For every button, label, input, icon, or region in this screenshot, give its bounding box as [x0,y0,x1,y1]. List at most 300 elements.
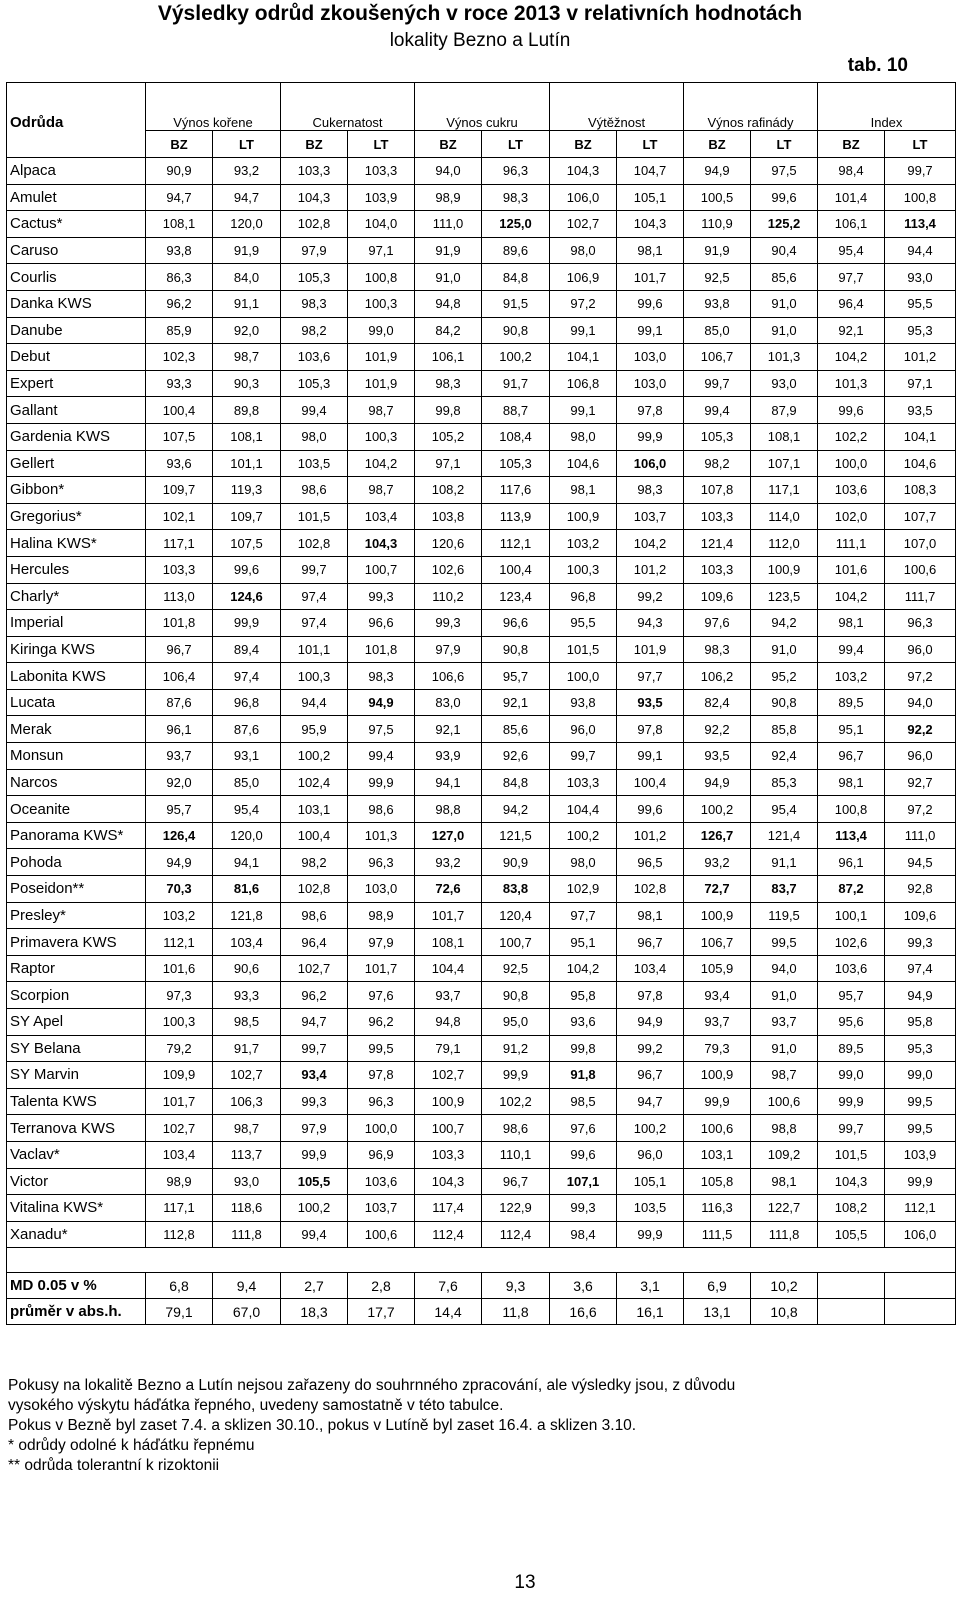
variety-name: Merak [7,716,146,743]
stat-cell: 3,1 [617,1273,684,1299]
value-cell: 98,3 [415,370,482,397]
value-cell: 93,5 [617,689,684,716]
value-cell: 97,8 [348,1062,415,1089]
value-cell: 105,5 [281,1168,348,1195]
value-cell: 103,2 [818,663,885,690]
value-cell: 100,7 [415,1115,482,1142]
value-cell: 104,3 [415,1168,482,1195]
value-cell: 99,7 [684,370,751,397]
variety-name: Xanadu* [7,1221,146,1248]
value-cell: 87,9 [751,397,818,424]
value-cell: 111,8 [213,1221,281,1248]
value-cell: 118,6 [213,1195,281,1222]
table-row [7,929,956,956]
value-cell: 113,4 [818,822,885,849]
value-cell: 104,1 [885,423,956,450]
value-cell: 94,8 [415,290,482,317]
value-cell: 99,3 [550,1195,617,1222]
value-cell: 99,3 [885,929,956,956]
value-cell: 93,7 [146,743,213,770]
site-header: LT [213,131,281,158]
value-cell: 120,0 [213,211,281,238]
value-cell: 103,8 [415,503,482,530]
table-row [7,1088,956,1115]
value-cell: 95,5 [550,610,617,637]
value-cell: 95,3 [885,1035,956,1062]
value-cell: 84,0 [213,264,281,291]
table-row [7,1168,956,1195]
value-cell: 101,1 [213,450,281,477]
value-cell: 104,2 [348,450,415,477]
stat-cell: 2,8 [348,1273,415,1299]
value-cell: 94,0 [885,689,956,716]
variety-name: Gallant [7,397,146,424]
value-cell: 93,8 [146,237,213,264]
value-cell: 108,1 [146,211,213,238]
variety-name: Kiringa KWS [7,636,146,663]
value-cell: 89,4 [213,636,281,663]
value-cell: 93,7 [415,982,482,1009]
value-cell: 93,7 [684,1009,751,1036]
value-cell: 98,6 [348,796,415,823]
value-cell: 95,2 [751,663,818,690]
value-cell: 109,9 [146,1062,213,1089]
site-header: LT [617,131,684,158]
value-cell: 82,4 [684,689,751,716]
variety-name: Imperial [7,610,146,637]
value-cell: 123,4 [482,583,550,610]
value-cell: 99,9 [818,1088,885,1115]
value-cell: 100,6 [751,1088,818,1115]
note-line: Pokus v Bezně byl zaset 7.4. a sklizen 30.10., pokus v Lutíně byl zaset 16.4. a sklizen 3.10. [8,1417,637,1434]
value-cell: 79,1 [415,1035,482,1062]
value-cell: 95,7 [818,982,885,1009]
value-cell: 104,6 [885,450,956,477]
value-cell: 94,4 [885,237,956,264]
variety-name: Debut [7,344,146,371]
value-cell: 105,3 [281,264,348,291]
value-cell: 98,6 [281,477,348,504]
value-cell: 100,4 [146,397,213,424]
value-cell: 103,9 [885,1141,956,1168]
value-cell: 97,2 [885,796,956,823]
value-cell: 100,0 [818,450,885,477]
value-cell: 94,0 [751,955,818,982]
value-cell: 88,7 [482,397,550,424]
value-cell: 108,4 [482,423,550,450]
value-cell: 83,8 [482,876,550,903]
variety-name: SY Apel [7,1009,146,1036]
value-cell: 102,7 [281,955,348,982]
value-cell: 90,8 [482,982,550,1009]
value-cell: 97,8 [617,982,684,1009]
value-cell: 103,9 [348,184,415,211]
value-cell: 113,9 [482,503,550,530]
value-cell: 102,6 [415,556,482,583]
value-cell: 98,3 [482,184,550,211]
value-cell: 97,7 [617,663,684,690]
value-cell: 94,2 [482,796,550,823]
value-cell: 101,5 [550,636,617,663]
value-cell: 94,7 [617,1088,684,1115]
stat-row [7,1273,956,1299]
site-header: LT [348,131,415,158]
value-cell: 95,8 [550,982,617,1009]
value-cell: 101,8 [146,610,213,637]
value-cell: 102,7 [550,211,617,238]
variety-name: Poseidon** [7,876,146,903]
table-row [7,503,956,530]
value-cell: 96,5 [617,849,684,876]
variety-name: Courlis [7,264,146,291]
value-cell: 96,7 [146,636,213,663]
value-cell: 100,2 [684,796,751,823]
variety-name: Victor [7,1168,146,1195]
variety-name: Amulet [7,184,146,211]
variety-name: Panorama KWS* [7,822,146,849]
stat-cell: 16,1 [617,1299,684,1325]
value-cell: 97,6 [550,1115,617,1142]
value-cell: 105,5 [818,1221,885,1248]
value-cell: 121,4 [684,530,751,557]
value-cell: 103,7 [617,503,684,530]
variety-name: Charly* [7,583,146,610]
value-cell: 99,6 [617,290,684,317]
value-cell: 106,7 [684,929,751,956]
value-cell: 99,4 [281,1221,348,1248]
value-cell: 98,7 [213,1115,281,1142]
value-cell: 94,1 [415,769,482,796]
value-cell: 103,3 [348,158,415,185]
value-cell: 79,2 [146,1035,213,1062]
value-cell: 85,3 [751,769,818,796]
variety-name: Raptor [7,955,146,982]
site-header: BZ [281,131,348,158]
variety-name: SY Belana [7,1035,146,1062]
value-cell: 98,8 [415,796,482,823]
value-cell: 99,4 [684,397,751,424]
value-cell: 99,2 [617,1035,684,1062]
value-cell: 91,0 [751,636,818,663]
stat-cell: 9,3 [482,1273,550,1299]
value-cell: 93,6 [550,1009,617,1036]
value-cell: 95,9 [281,716,348,743]
value-cell: 81,6 [213,876,281,903]
variety-name: Monsun [7,743,146,770]
value-cell: 101,2 [885,344,956,371]
value-cell: 94,8 [415,1009,482,1036]
value-cell: 97,2 [550,290,617,317]
table-row [7,796,956,823]
value-cell: 98,7 [751,1062,818,1089]
value-cell: 106,3 [213,1088,281,1115]
variety-name: Danka KWS [7,290,146,317]
value-cell: 93,0 [751,370,818,397]
value-cell: 99,7 [550,743,617,770]
stat-cell: 10,2 [751,1273,818,1299]
value-cell: 96,0 [550,716,617,743]
value-cell: 70,3 [146,876,213,903]
value-cell: 93,7 [751,1009,818,1036]
value-cell: 90,4 [751,237,818,264]
value-cell: 99,7 [281,1035,348,1062]
value-cell: 120,4 [482,902,550,929]
variety-name: Danube [7,317,146,344]
value-cell: 94,5 [885,849,956,876]
stat-cell: 79,1 [146,1299,213,1325]
value-cell: 112,4 [415,1221,482,1248]
value-cell: 103,4 [348,503,415,530]
value-cell: 99,3 [348,583,415,610]
value-cell: 100,2 [281,743,348,770]
value-cell: 98,1 [818,769,885,796]
value-cell: 96,4 [281,929,348,956]
variety-name: Terranova KWS [7,1115,146,1142]
value-cell: 110,1 [482,1141,550,1168]
value-cell: 91,0 [751,317,818,344]
value-cell: 109,7 [213,503,281,530]
value-cell: 98,4 [550,1221,617,1248]
value-cell: 105,3 [482,450,550,477]
value-cell: 83,0 [415,689,482,716]
value-cell: 92,4 [751,743,818,770]
value-cell: 72,7 [684,876,751,903]
value-cell: 93,0 [885,264,956,291]
value-cell: 98,3 [348,663,415,690]
value-cell: 101,5 [281,503,348,530]
value-cell: 97,4 [281,610,348,637]
value-cell: 112,0 [751,530,818,557]
value-cell: 96,3 [885,610,956,637]
value-cell: 106,4 [146,663,213,690]
value-cell: 92,2 [684,716,751,743]
value-cell: 96,0 [885,636,956,663]
value-cell: 117,4 [415,1195,482,1222]
value-cell: 106,7 [684,344,751,371]
value-cell: 103,3 [550,769,617,796]
site-header: LT [885,131,956,158]
value-cell: 93,3 [146,370,213,397]
stat-cell: 6,9 [684,1273,751,1299]
table-row [7,211,956,238]
value-cell: 96,3 [482,158,550,185]
value-cell: 106,0 [885,1221,956,1248]
variety-name: Oceanite [7,796,146,823]
value-cell: 103,6 [818,955,885,982]
value-cell: 90,9 [146,158,213,185]
table-row [7,1035,956,1062]
value-cell: 99,9 [482,1062,550,1089]
value-cell: 112,1 [146,929,213,956]
value-cell: 114,0 [751,503,818,530]
value-cell: 98,1 [751,1168,818,1195]
value-cell: 100,6 [885,556,956,583]
value-cell: 97,5 [348,716,415,743]
value-cell: 94,9 [146,849,213,876]
value-cell: 87,6 [146,689,213,716]
value-cell: 90,3 [213,370,281,397]
variety-name: Talenta KWS [7,1088,146,1115]
spacer-row [7,1248,956,1273]
value-cell: 117,1 [146,530,213,557]
value-cell: 97,2 [885,663,956,690]
value-cell: 99,7 [885,158,956,185]
value-cell: 107,5 [146,423,213,450]
value-cell: 99,6 [550,1141,617,1168]
table-row [7,530,956,557]
site-header: BZ [684,131,751,158]
value-cell: 100,3 [348,423,415,450]
value-cell: 91,0 [751,1035,818,1062]
table-row [7,264,956,291]
value-cell: 99,2 [617,583,684,610]
value-cell: 100,6 [348,1221,415,1248]
value-cell: 108,1 [213,423,281,450]
value-cell: 117,6 [482,477,550,504]
value-cell: 93,2 [213,158,281,185]
value-cell: 100,3 [281,663,348,690]
value-cell: 98,2 [684,450,751,477]
value-cell: 100,3 [550,556,617,583]
value-cell: 99,1 [617,317,684,344]
value-cell: 108,1 [415,929,482,956]
value-cell: 101,4 [818,184,885,211]
table-row [7,450,956,477]
stat-cell: 6,8 [146,1273,213,1299]
value-cell: 99,4 [818,636,885,663]
value-cell: 100,8 [885,184,956,211]
value-cell: 92,5 [684,264,751,291]
stat-cell [885,1273,956,1299]
value-cell: 99,4 [281,397,348,424]
value-cell: 91,2 [482,1035,550,1062]
value-cell: 108,3 [885,477,956,504]
value-cell: 89,5 [818,689,885,716]
header-row [7,83,956,131]
value-cell: 111,0 [885,822,956,849]
value-cell: 117,1 [146,1195,213,1222]
value-cell: 103,3 [281,158,348,185]
value-cell: 110,9 [684,211,751,238]
value-cell: 101,7 [348,955,415,982]
value-cell: 99,8 [415,397,482,424]
table-row [7,955,956,982]
value-cell: 100,9 [684,902,751,929]
value-cell: 91,7 [482,370,550,397]
value-cell: 113,4 [885,211,956,238]
value-cell: 107,0 [885,530,956,557]
group-header: Cukernatost [281,83,415,131]
value-cell: 125,0 [482,211,550,238]
value-cell: 85,8 [751,716,818,743]
value-cell: 94,4 [281,689,348,716]
value-cell: 91,5 [482,290,550,317]
value-cell: 98,2 [281,849,348,876]
group-header: Výtěžnost [550,83,684,131]
table-row [7,1141,956,1168]
stat-cell [818,1299,885,1325]
table-row [7,317,956,344]
value-cell: 98,6 [482,1115,550,1142]
value-cell: 92,7 [885,769,956,796]
value-cell: 100,9 [751,556,818,583]
value-cell: 103,4 [617,955,684,982]
value-cell: 89,6 [482,237,550,264]
value-cell: 123,5 [751,583,818,610]
value-cell: 104,3 [617,211,684,238]
table-row [7,769,956,796]
value-cell: 103,6 [281,344,348,371]
variety-name: Gellert [7,450,146,477]
variety-name: Presley* [7,902,146,929]
site-header: LT [482,131,550,158]
value-cell: 94,9 [684,158,751,185]
note-line: Pokusy na lokalitě Bezno a Lutín nejsou zařazeny do souhrnného zpracování, ale výsledky jsou, z důvodu [8,1377,736,1394]
value-cell: 96,2 [281,982,348,1009]
table-row [7,610,956,637]
value-cell: 107,8 [684,477,751,504]
value-cell: 95,3 [885,317,956,344]
variety-name: Gregorius* [7,503,146,530]
value-cell: 99,6 [751,184,818,211]
site-header: BZ [415,131,482,158]
value-cell: 106,1 [818,211,885,238]
note-line: * odrůdy odolné k háďátku řepnému [8,1437,255,1454]
value-cell: 103,4 [146,1141,213,1168]
value-cell: 96,0 [617,1141,684,1168]
value-cell: 93,2 [415,849,482,876]
table-row [7,158,956,185]
value-cell: 96,3 [348,1088,415,1115]
variety-name: Labonita KWS [7,663,146,690]
variety-name: Lucata [7,689,146,716]
value-cell: 102,7 [415,1062,482,1089]
value-cell: 93,1 [213,743,281,770]
value-cell: 102,0 [818,503,885,530]
value-cell: 91,1 [213,290,281,317]
value-cell: 98,3 [617,477,684,504]
value-cell: 93,8 [550,689,617,716]
value-cell: 109,6 [684,583,751,610]
value-cell: 102,8 [281,876,348,903]
value-cell: 106,9 [550,264,617,291]
value-cell: 92,8 [885,876,956,903]
value-cell: 104,3 [348,530,415,557]
value-cell: 94,2 [751,610,818,637]
document-subtitle: lokality Bezno a Lutín [389,30,571,51]
table-row [7,982,956,1009]
value-cell: 105,1 [617,1168,684,1195]
value-cell: 98,0 [281,423,348,450]
value-cell: 105,2 [415,423,482,450]
value-cell: 100,4 [281,822,348,849]
subheader-row [7,131,956,158]
value-cell: 98,6 [281,902,348,929]
value-cell: 102,1 [146,503,213,530]
variety-name: Primavera KWS [7,929,146,956]
value-cell: 93,2 [684,849,751,876]
table-label: tab. 10 [847,55,908,76]
value-cell: 119,3 [213,477,281,504]
value-cell: 104,2 [617,530,684,557]
value-cell: 120,0 [213,822,281,849]
value-cell: 91,0 [415,264,482,291]
variety-name: SY Marvin [7,1062,146,1089]
value-cell: 96,7 [617,929,684,956]
table-row [7,902,956,929]
value-cell: 95,5 [885,290,956,317]
stat-cell: 13,1 [684,1299,751,1325]
